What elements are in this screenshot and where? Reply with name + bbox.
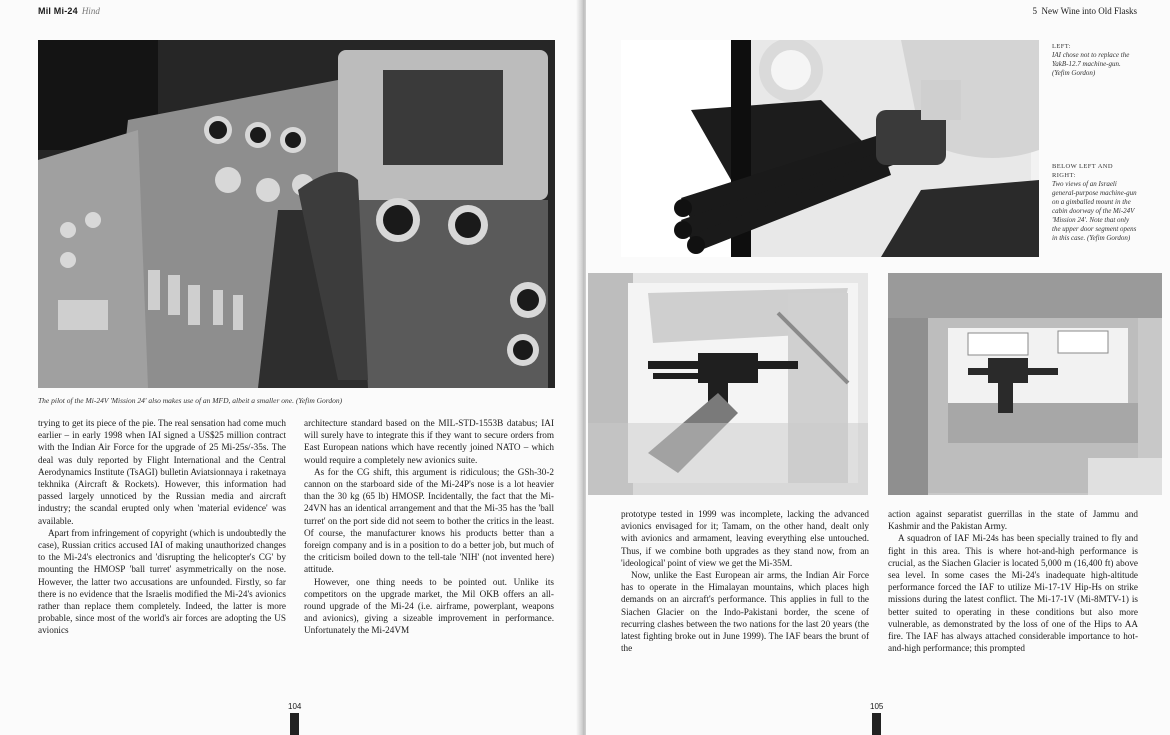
paragraph: architecture standard based on the MIL-STD-1553B databus; IAI will surely have to integrate this if they want to secure orders from East European nations which have recently joined NATO – which would require a completely new avionics suite. [304, 418, 554, 465]
paragraph: trying to get its piece of the pie. The real sensation had come much earlier – in early 1998 when IAI signed a US$25 million contract with the Indian Air Force for the upgrade of 25 Mi-25s/-35s. The deal was duly reported by Flight International and the Central Aerodynamics Institute (TsAGI) bulletin Aviatsionnaya i raketnaya tekhnika (Aircraft & Rockets). However, this information had passed largely unnoticed by the Russian media and aircraft industry; the scandal erupted only when 'material evidence' was available. [38, 418, 286, 526]
paragraph: Apart from infringement of copyright (which is undoubtedly the case), Russian critics accused IAI of making unauthorized changes to the Mi-24's electronics and 'disrupting the helicopter's CG' by mounting the HMOSP 'ball turret' asymmetrically on the nose. However, the latter two accusations are unfounded. Firstly, so far there is no evidence that the Israelis modified the Mi-24's avionics rather than replace them completely. Indeed, the latter is more probable, since most of the world's air forces are adopting the US avionics [38, 527, 286, 636]
right-page [586, 0, 1170, 735]
right-text-column-1 [621, 508, 869, 654]
paragraph: A squadron of IAF Mi-24s has been specially trained to fly and fight in this area. This is where hot-and-high performance is crucial, as the Siachen Glacier is located 5,000 m (16,400 ft) above sea level. In some cases the Mi-24's inadequate high-altitude performance forced the IAF to utilize Mi-17-1V Hip-Hs on strike missions during the latest conflict. The Mi-17-1V (Mi-8MTV-1) is better suited to operating in these conditions but also more vulnerable, as demonstrated by the loss of one of the Hips to AA fire. The IAF has always attached considerable importance to hot-and-high performance; this prompted [888, 533, 1138, 654]
chapter-number: 5 [1032, 6, 1038, 16]
cockpit-photo [38, 40, 555, 388]
doorway-gun-photo-right [888, 273, 1162, 495]
left-text-column-1 [38, 417, 286, 637]
left-thumb-tab [290, 713, 299, 735]
machine-gun-photo [621, 40, 1039, 257]
doorway-gun-photo-left [588, 273, 868, 495]
left-page [0, 0, 580, 735]
paragraph: As for the CG shift, this argument is ridiculous; the GSh-30-2 cannon on the starboard side of the Mi-24P's nose is a lot heavier than the 30 kg (65 lb) HMOSP. Incidentally, the fact that the Mi-24VN has an identical arrangement and that the Mi-35 has the 'ball turret' on the port side did not seem to bother the critics in the least. Of course, the manufacturer knows his products better than a foreign company and is in a position to do a better job, but much of the criticism boiled down to the tell-tale 'NIH' (not invented here) attitude. [304, 466, 554, 575]
right-running-head [1033, 6, 1137, 16]
paragraph: prototype tested in 1999 was incomplete, lacking the advanced avionics envisaged for it; Tamam, on the other hand, dealt only with avionics and armament, leaving everything else untouched. Thus, if we combine both upgrades as they stand now, from an 'ideological' point of view we get the Mi-35M. [621, 509, 869, 568]
left-page-number: 104 [288, 702, 302, 711]
cockpit-photo-caption: The pilot of the Mi-24V 'Mission 24' also makes use of an MFD, albeit a smaller one. (Yefim Gordon) [38, 396, 343, 405]
book-subtitle: Hind [81, 6, 100, 16]
below-photos-caption [1052, 162, 1138, 243]
right-text-column-2 [888, 508, 1138, 654]
right-thumb-tab [872, 713, 881, 735]
caption-heading: LEFT: [1052, 43, 1072, 50]
caption-text: Two views of an Israeli general-purpose machine-gun on a gimballed mount in the cabin doorway of the Mi-24V 'Mission 24'. Note that only the upper door segment opens in this case. (Yefim Gordon) [1052, 180, 1137, 242]
caption-heading: BELOW LEFT AND RIGHT: [1052, 163, 1113, 179]
paragraph: Now, unlike the East European air arms, the Indian Air Force has to operate in the Himalayan mountains, which places high demands on an aircraft's performance. This applies in full to the Siachen Glacier on the Indo-Pakistani border, the scene of recurring clashes between the two nations for the last 20 years (the latest fighting broke out in June 1999). The IAF bears the brunt of the [621, 570, 869, 654]
left-photo-caption [1052, 42, 1138, 78]
left-text-column-2 [304, 417, 554, 637]
right-page-number: 105 [870, 702, 884, 711]
chapter-title: New Wine into Old Flasks [1041, 6, 1137, 16]
paragraph: However, one thing needs to be pointed out. Unlike its competitors on the upgrade market, the Mil OKB offers an all-round upgrade of the Mi-24 (i.e. airframe, powerplant, weapons and avionics), giving a sizeable improvement in performance. Unfortunately the Mi-24VM [304, 576, 554, 636]
paragraph: action against separatist guerrillas in the state of Jammu and Kashmir and the Pakistan Army. [888, 509, 1138, 532]
book-title: Mil Mi-24 [38, 6, 78, 16]
caption-text: IAI chose not to replace the YakB-12.7 machine-gun. (Yefim Gordon) [1052, 51, 1130, 77]
left-running-head [38, 6, 100, 16]
